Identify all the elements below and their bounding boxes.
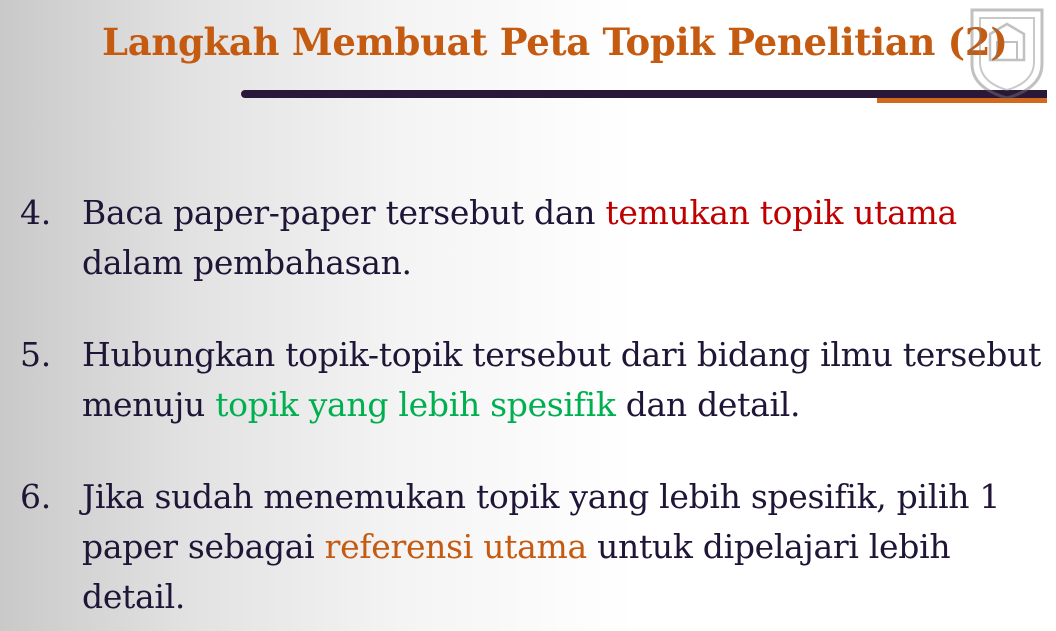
step-text: Jika sudah menemukan topik yang lebih spesifik, pilih 1 paper sebagai — [82, 477, 1001, 566]
step-item — [20, 330, 1050, 430]
title-underline-bar — [241, 90, 1047, 98]
steps-list — [20, 188, 1050, 622]
step-item — [20, 188, 1050, 288]
step-number: 4. — [20, 193, 51, 232]
slide-title: Langkah Membuat Peta Topik Penelitian (2) — [102, 20, 1008, 64]
step-number: 5. — [20, 335, 51, 374]
step-text-end: untuk dipelajari lebih detail. — [82, 527, 951, 616]
step-highlight: referensi utama — [324, 527, 587, 566]
step-text-end: dan detail. — [615, 385, 801, 424]
step-item — [20, 472, 1050, 622]
step-text: Hubungkan topik-topik tersebut dari bidang ilmu tersebut menuju — [82, 335, 1042, 424]
step-text: Baca paper-paper tersebut dan — [82, 193, 606, 232]
step-highlight: temukan topik utama — [605, 193, 957, 232]
university-seal-icon — [964, 4, 1050, 102]
step-text-end: dalam pembahasan. — [82, 243, 412, 282]
step-number: 6. — [20, 477, 51, 516]
step-highlight: topik yang lebih spesifik — [215, 385, 616, 424]
